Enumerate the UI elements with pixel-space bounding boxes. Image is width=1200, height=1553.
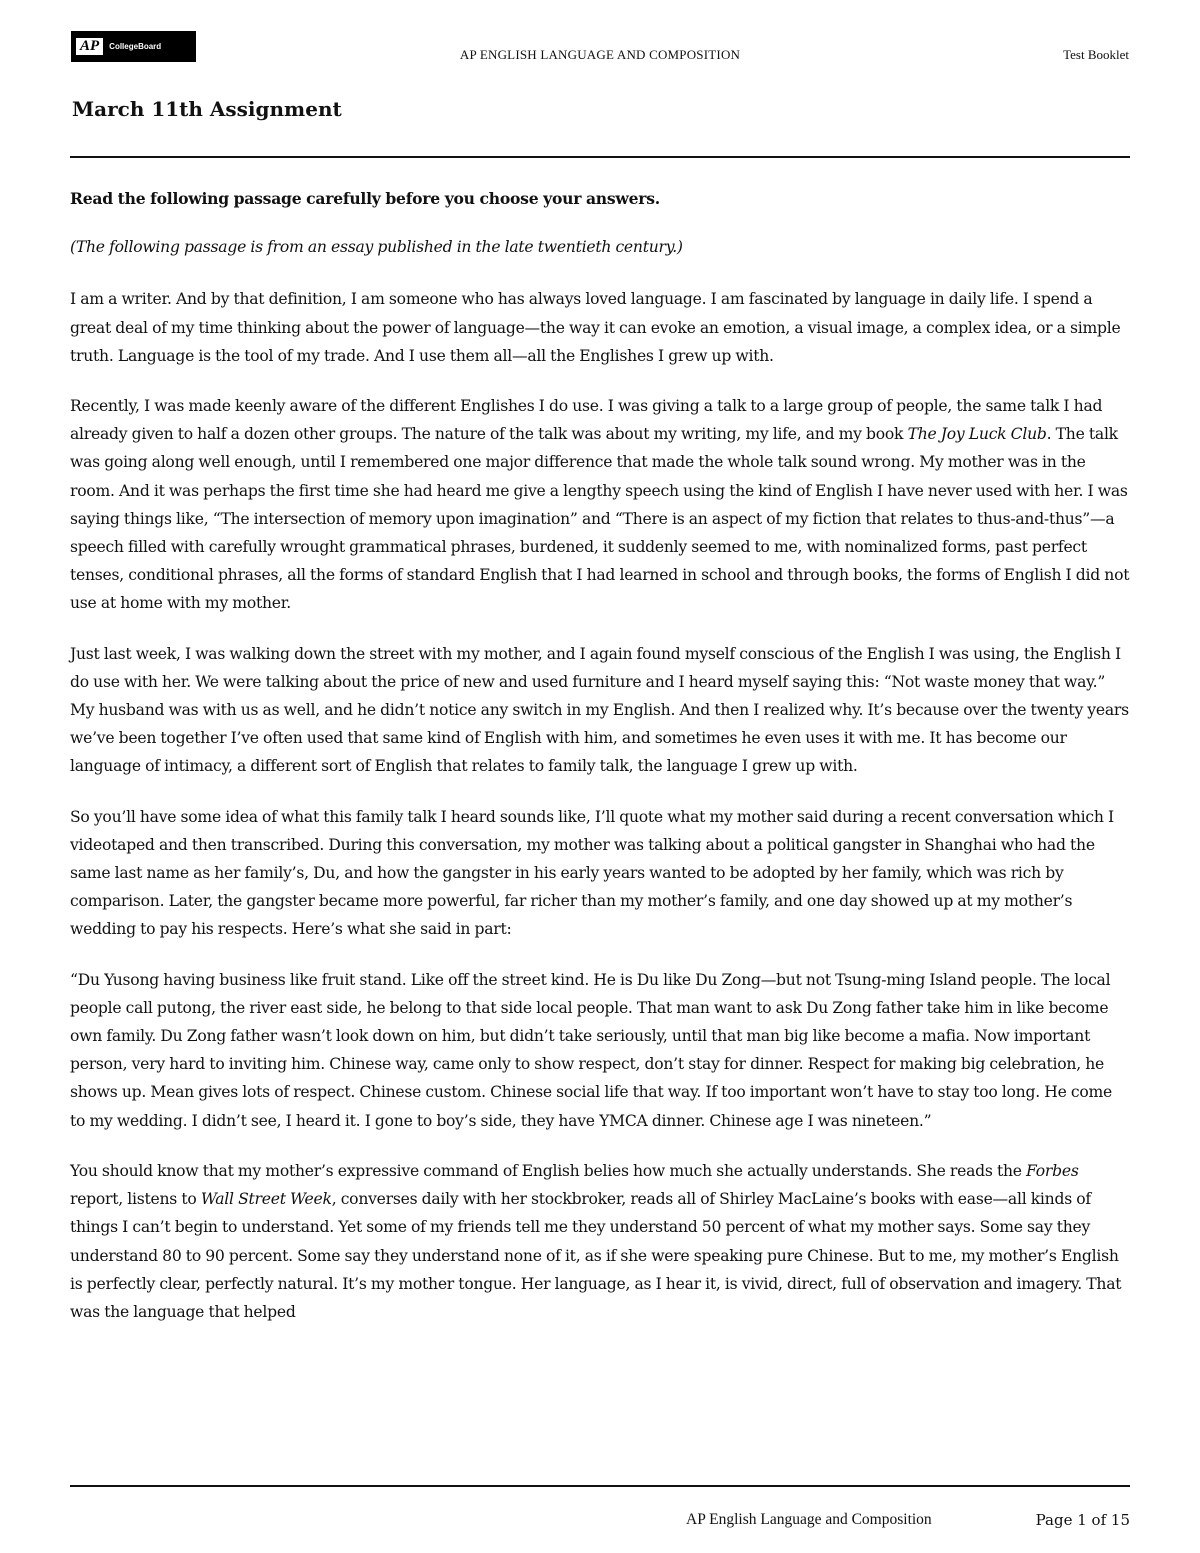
book-title: The Joy Luck Club	[907, 425, 1047, 444]
passage-paragraph-1: I am a writer. And by that definition, I am someone who has always loved language. I am fascinated by language in daily life. I spend a great deal of my time thinking about the power of language—the way it can evoke an emotion, a visual image, a complex idea, or a simple truth. Language is the tool of my trade. And I use them all—all the Englishes I grew up with.	[70, 290, 1121, 365]
footer-page-number: Page 1 of 15	[1035, 1511, 1130, 1529]
passage-content	[70, 185, 1130, 1348]
passage-paragraph-3: Just last week, I was walking down the street with my mother, and I again found myself conscious of the English I was using, the English I do use with her. We were talking about the price of new and used furniture and I heard myself saying this: “Not waste money that way.” My husband was with us as well, and he didn’t notice any switch in my English. And then I realized why. It’s because over the twenty years we’ve been together I’ve often used that same kind of English with him, and sometimes he even uses it with me. It has become our language of intimacy, a different sort of English that relates to family talk, the language I grew up with.	[70, 644, 1129, 776]
forbes-title: Forbes	[1026, 1161, 1079, 1180]
page-title: March 11th Assignment	[72, 97, 342, 121]
logo-ap-mark: AP	[76, 38, 103, 55]
footer-course-title: AP English Language and Composition	[686, 1511, 932, 1528]
passage-paragraph-4: So you’ll have some idea of what this family talk I heard sounds like, I’ll quote what my mother said during a recent conversation which I videotaped and then transcribed. During this conversation, my mother was talking about a political gangster in Shanghai who had the same last name as her family’s, Du, and how the gangster in his early years wanted to be adopted by her family, which was rich by comparison. Later, the gangster became more powerful, far richer than my mother’s family, and one day showed up at my mother’s wedding to pay his respects. Here’s what she said in part:	[70, 807, 1114, 939]
paragraph-2-text-a: Recently, I was made keenly aware of the different Englishes I do use. I was giving a talk to a large group of people, the same talk I had already given to half a dozen other groups. The nature of the talk was about my writing, my life, and my book	[70, 397, 1103, 444]
instructions: Read the following passage carefully before you choose your answers.	[70, 189, 660, 208]
header-divider	[70, 156, 1130, 158]
header-course-title: AP ENGLISH LANGUAGE AND COMPOSITION	[459, 47, 741, 62]
passage-paragraph-6	[70, 1157, 1130, 1326]
header-booklet-label: Test Booklet	[1063, 47, 1129, 62]
logo-collegeboard-text: CollegeBoard	[109, 42, 162, 51]
paragraph-2-text-b: . The talk was going along well enough, until I remembered one major difference that made the whole talk sound wrong. My mother was in the room. And it was perhaps the first time she had heard me give a lengthy speech using the kind of English I have never used with her. I was saying things like, “The intersection of memory upon imagination” and “There is an aspect of my fiction that relates to thus-and-thus”—a speech filled with carefully wrought grammatical phrases, burdened, it suddenly seemed to me, with nominalized forms, past perfect tenses, conditional phrases, all the forms of standard English that I had learned in school and through books, the forms of English I did not use at home with my mother.	[70, 425, 1130, 613]
footer-divider	[70, 1485, 1130, 1487]
passage-paragraph-2	[70, 392, 1130, 618]
passage-paragraph-5-quote: “Du Yusong having business like fruit stand. Like off the street kind. He is Du like Du Zong—but not Tsung-ming Island people. The local people call putong, the river east side, he belong to that side local people. That man want to ask Du Zong father take him in like become own family. Du Zong father wasn’t look down on him, but didn’t take seriously, until that man big like become a mafia. Now important person, very hard to inviting him. Chinese way, came only to show respect, don’t stay for dinner. Respect for making big celebration, he shows up. Mean gives lots of respect. Chinese custom. Chinese social life that way. If too important won’t have to stay too long. He come to my wedding. I didn’t see, I heard it. I gone to boy’s side, they have YMCA dinner. Chinese age I was nineteen.”	[70, 970, 1112, 1130]
paragraph-6-text-b: report, listens to	[70, 1190, 201, 1209]
paragraph-6-text-c: , converses daily with her stockbroker, reads all of Shirley MacLaine’s books with ease—all kinds of things I can’t begin to understand. Yet some of my friends tell me they understand 50 percent of what my mother says. Some say they understand 80 to 90 percent. Some say they understand none of it, as if she were speaking pure Chinese. But to me, my mother’s English is perfectly clear, perfectly natural. It’s my mother tongue. Her language, as I hear it, is vivid, direct, full of observation and imagery. That was the language that helped	[70, 1190, 1122, 1321]
paragraph-6-text-a: You should know that my mother’s expressive command of English belies how much she actually understands. She reads the	[70, 1161, 1027, 1180]
wall-street-week-title: Wall Street Week	[200, 1190, 332, 1209]
passage-intro: (The following passage is from an essay published in the late twentieth century.)	[70, 238, 683, 257]
